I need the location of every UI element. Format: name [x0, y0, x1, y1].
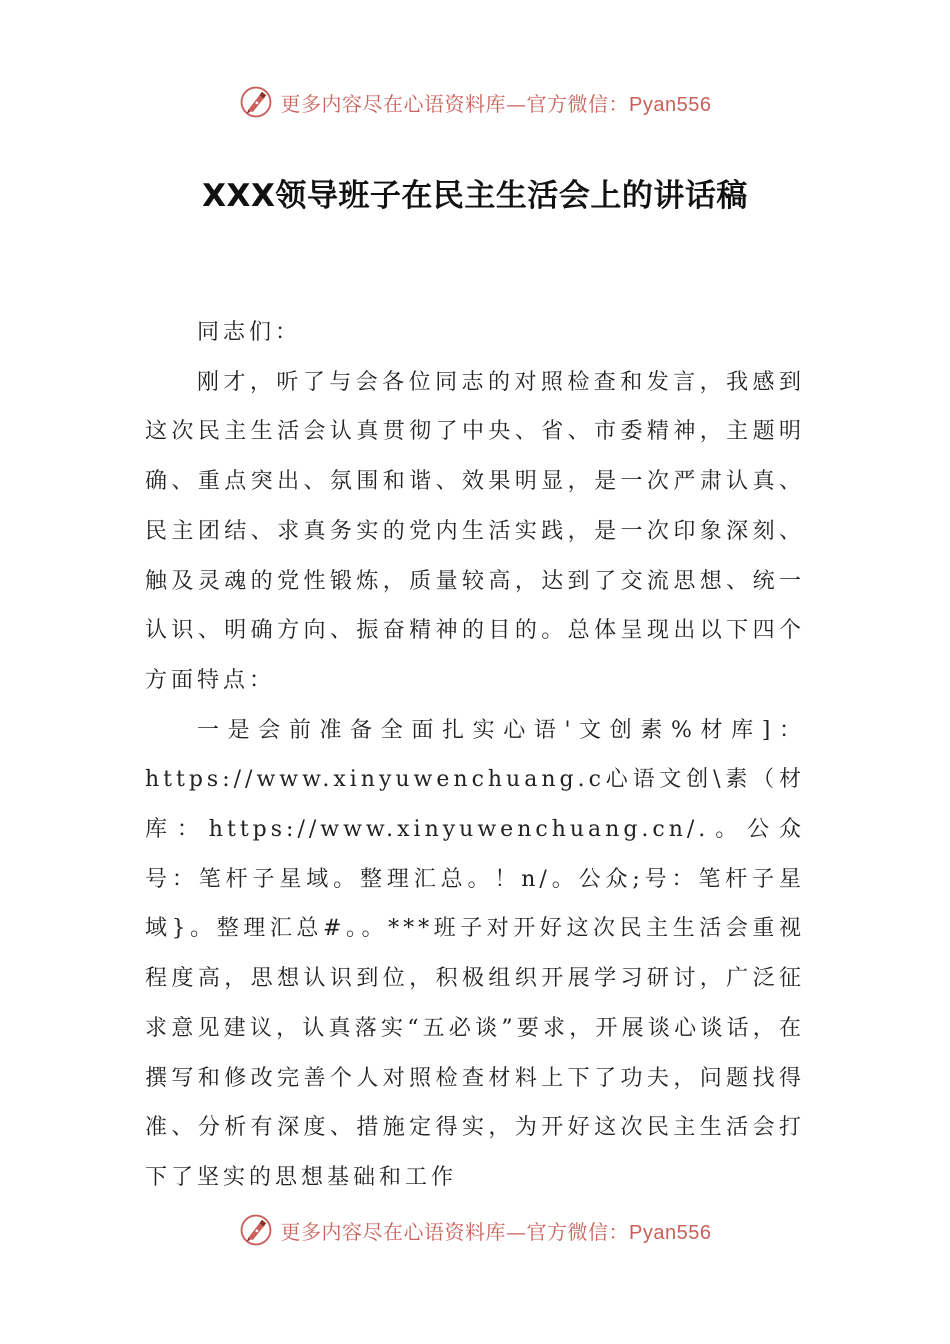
watermark-separator: —	[506, 91, 527, 116]
watermark-text	[281, 88, 712, 117]
paragraph-1: 刚才，听了与会各位同志的对照检查和发言，我感到这次民主生活会认真贯彻了中央、省、市委精神，主题明确、重点突出、氛围和谐、效果明显，是一次严肃认真、民主团结、求真务实的党内生活实践，是一次印象深刻、触及灵魂的党性锻炼，质量较高，达到了交流思想、统一认识、明确方向、振奋精神的目的。总体呈现出以下四个方面特点：	[145, 369, 805, 693]
watermark-label: 官方微信：	[526, 1219, 630, 1244]
watermark-wechat-id: Pyan556	[629, 1221, 712, 1244]
document-body	[145, 308, 805, 1203]
document-title: XXX领导班子在民主生活会上的讲话稿	[202, 178, 748, 214]
watermark-brand: 更多内容尽在心语资料库	[280, 1219, 507, 1244]
salutation: 同志们：	[197, 320, 302, 345]
paragraph-2: 一是会前准备全面扎实心语'文创素%材库]：https://www.xinyuwenchuang.c心语文创\素（材库：https://www.xinyuwenchuang.cn/.。公众号：笔杆子星域。整理汇总。！n/。公众;号：笔杆子星域}。整理汇总#。。***班子对开好这次民主生活会重视程度高，思想认识到位，积极组织开展学习研讨，广泛征求意见建议，认真落实“五必谈”要求，开展谈心谈话，在撰写和修改完善个人对照检查材料上下了功夫，问题找得准、分析有深度、措施定得实，为开好这次民主生活会打下了坚实的思想基础和工作	[145, 717, 805, 1190]
header-watermark	[0, 82, 950, 122]
watermark-label: 官方微信：	[526, 91, 630, 116]
watermark-wechat-id: Pyan556	[629, 93, 712, 116]
watermark-text	[281, 1216, 712, 1245]
watermark-separator: —	[506, 1219, 527, 1244]
watermark-brand: 更多内容尽在心语资料库	[280, 91, 507, 116]
footer-watermark	[0, 1210, 950, 1250]
pen-nib-logo-icon	[239, 85, 273, 119]
pen-nib-logo-icon	[239, 1213, 273, 1247]
